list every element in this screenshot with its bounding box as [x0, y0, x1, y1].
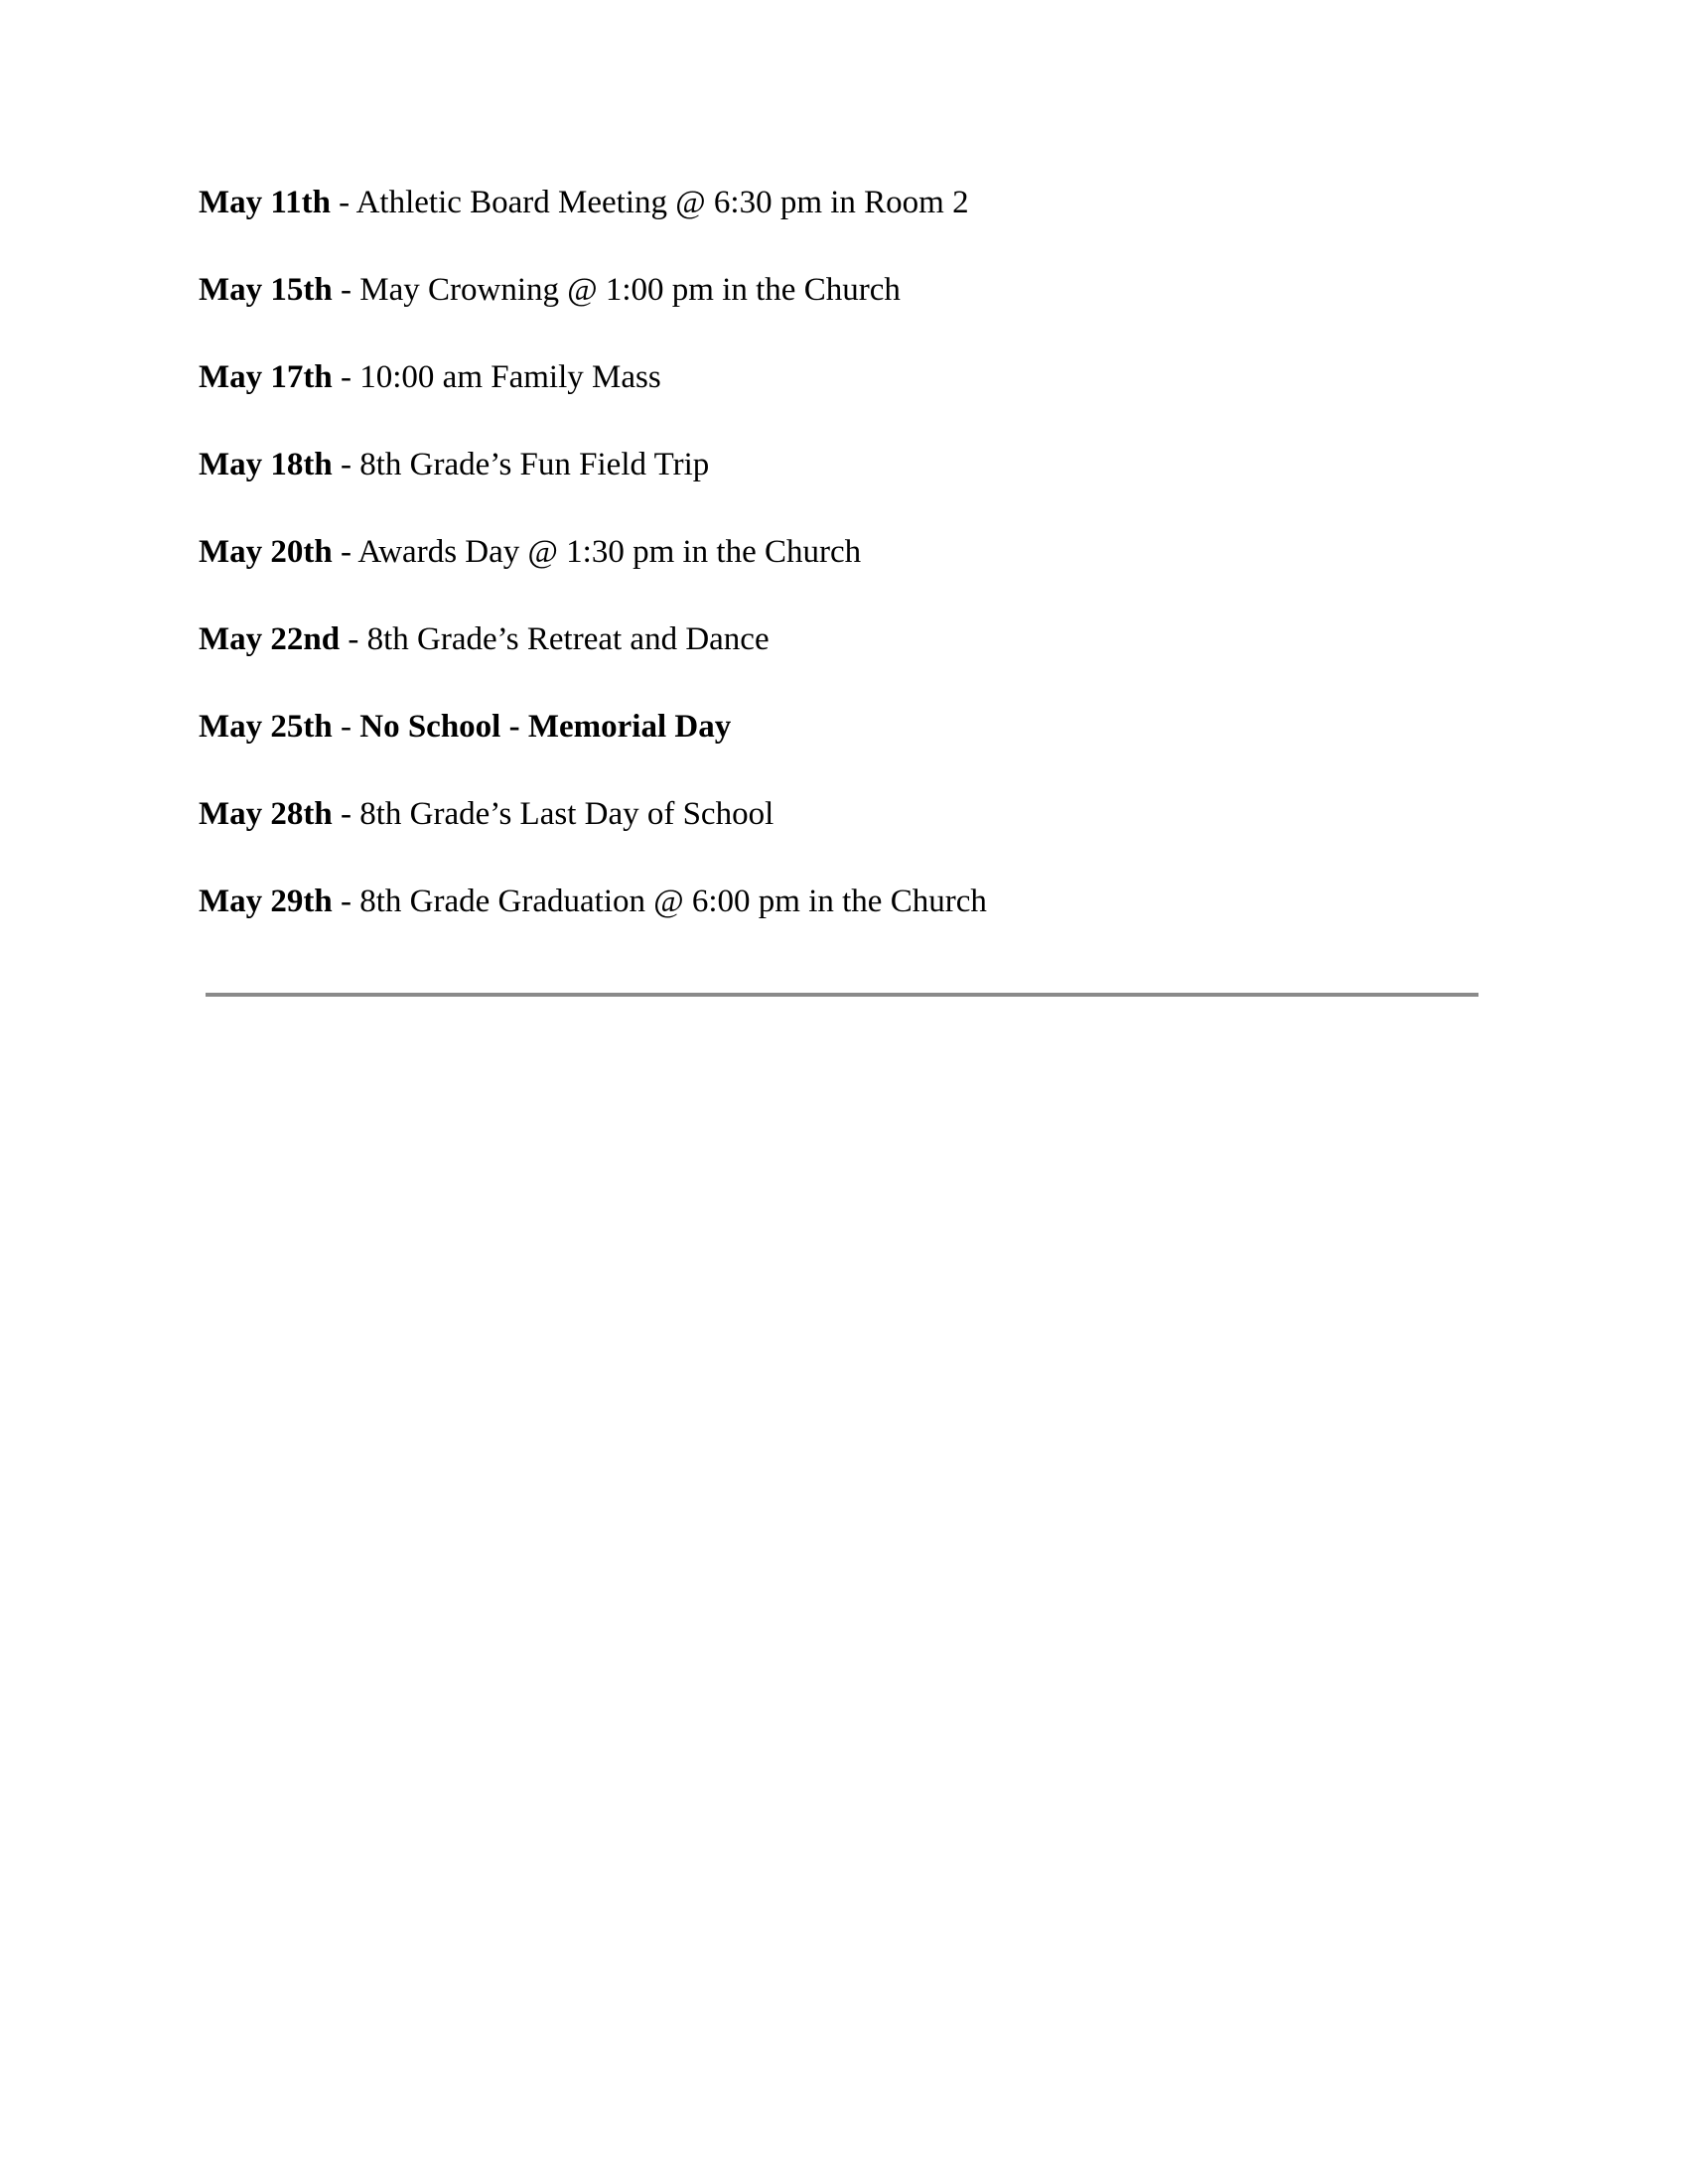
event-description: Athletic Board Meeting @ 6:30 pm in Room 2: [355, 185, 969, 220]
event-description: 8th Grade’s Fun Field Trip: [359, 447, 710, 482]
event-separator: -: [340, 621, 367, 657]
event-description: Awards Day @ 1:30 pm in the Church: [357, 534, 862, 570]
event-separator: -: [332, 359, 360, 395]
event-separator: -: [332, 534, 358, 570]
event-description: 10:00 am Family Mass: [359, 359, 661, 395]
event-separator: -: [330, 185, 356, 220]
event-date: May 22nd: [199, 621, 341, 657]
event-separator: -: [332, 796, 360, 832]
horizontal-divider: [206, 993, 1478, 997]
event-list: [199, 177, 1489, 963]
event-separator: -: [332, 884, 360, 919]
event-item: [199, 177, 1489, 228]
event-description: 8th Grade Graduation @ 6:00 pm in the Church: [359, 884, 987, 919]
event-description: 8th Grade’s Retreat and Dance: [366, 621, 770, 657]
event-date: May 17th: [199, 359, 333, 395]
event-separator: -: [332, 272, 360, 308]
event-date: May 18th: [199, 447, 333, 482]
event-item: [199, 351, 1489, 403]
event-item: [199, 876, 1489, 927]
event-date: May 29th: [199, 884, 333, 919]
event-date: May 25th: [199, 709, 333, 745]
event-date: May 28th: [199, 796, 333, 832]
event-description: No School - Memorial Day: [359, 709, 732, 745]
event-item: [199, 788, 1489, 840]
event-description: May Crowning @ 1:00 pm in the Church: [359, 272, 901, 308]
event-separator: -: [332, 447, 360, 482]
event-date: May 20th: [199, 534, 333, 570]
event-item: [199, 264, 1489, 316]
event-separator: -: [332, 709, 360, 745]
event-item: [199, 701, 1489, 752]
event-date: May 15th: [199, 272, 333, 308]
event-item: [199, 526, 1489, 578]
event-date: May 11th: [199, 185, 331, 220]
event-item: [199, 614, 1489, 665]
event-description: 8th Grade’s Last Day of School: [359, 796, 774, 832]
event-item: [199, 439, 1489, 490]
